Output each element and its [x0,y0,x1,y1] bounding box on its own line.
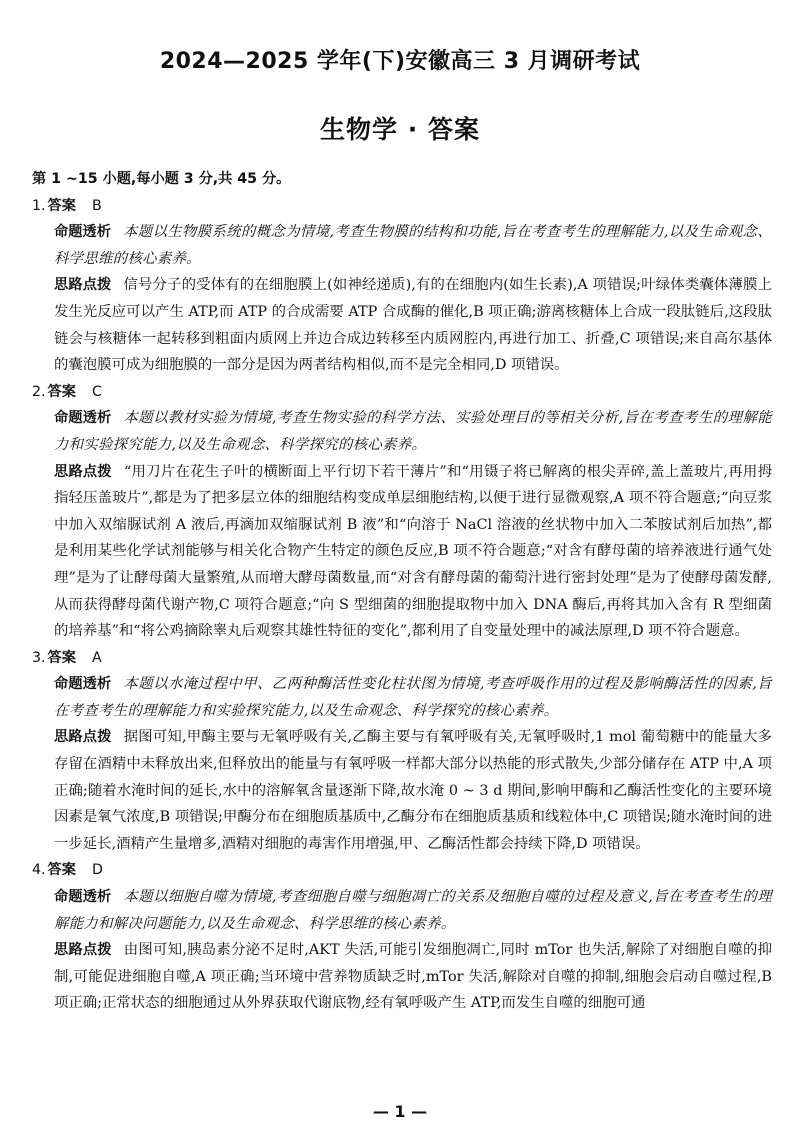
question-number: 1. [32,197,46,214]
question-3-analysis [32,671,772,724]
explanation-text: 据图可知,甲酶主要与无氧呼吸有关,乙酶主要与有氧呼吸有关,无氧呼吸时,1 mol 葡萄糖中的能量大多存留在酒精中未释放出来,但释放出的能量与有氧呼吸一样都大部分以热能的形式散失,少部分储存在 ATP 中,A 项正确;随着水淹时间的延长,水中的溶解氧含量逐渐下降,故水淹 0 ~ 3 d 期间,影响甲酶和乙酶活性变化的主要环境因素是氧气浓度,B 项错误;甲酶分布在细胞质基质中,乙酶分布在细胞质基质和线粒体中,C 项错误;随水淹时间的进一步延长,酒精产生量增多,酒精对细胞的毒害作用增强,甲、乙酶活性都会持续下降,D 项错误。 [54,729,772,852]
question-4-analysis [32,884,772,937]
explanation-text: 信号分子的受体有的在细胞膜上(如神经递质),有的在细胞内(如生长素),A 项错误;叶绿体类囊体薄膜上发生光反应可以产生 ATP,而 ATP 的合成需要 ATP 合成酶的催化,B 项正确;游离核糖体上合成一段肽链后,这段肽链会与核糖体一起转移到粗面内质网上并边合成边转移至内质网腔内,再进行加工、折叠,C 项错误;来自高尔基体的囊泡膜可成为细胞膜的一部分是因为两者结构相似,而不是完全相同,D 项错误。 [54,277,772,374]
question-1-explanation [32,272,772,378]
question-2-answer [32,379,772,406]
analysis-label: 命题透析 [54,676,112,693]
question-number: 3. [32,649,46,666]
analysis-label: 命题透析 [54,410,112,427]
explanation-text: “用刀片在花生子叶的横断面上平行切下若干薄片”和“用镊子将已解离的根尖弄碎,盖上盖玻片,再用拇指轻压盖玻片”,都是为了把多层立体的细胞结构变成单层细胞结构,以便于进行显微观察,A 项不符合题意;“向豆浆中加入双缩脲试剂 A 液后,再滴加双缩脲试剂 B 液”和“向溶于 NaCl 溶液的丝状物中加入二苯胺试剂后加热”,都是利用某些化学试剂能够与相关化合物产生特定的颜色反应,B 项不符合题意;“对含有酵母菌的培养液进行通气处理”是为了让酵母菌大量繁殖,从而增大酵母菌数量,而“对含有酵母菌的葡萄汁进行密封处理”是为了使酵母菌发酵,从而获得酵母菌代谢产物,C 项符合题意;“向 S 型细菌的细胞提取物中加入 DNA 酶后,再将其加入含有 R 型细菌的培养基”和“将公鸡摘除睾丸后观察其雄性特征的变化”,都利用了自变量处理中的减法原理,D 项不符合题意。 [54,463,772,640]
analysis-label: 命题透析 [54,889,112,906]
analysis-label: 命题透析 [54,224,111,241]
explanation-label: 思路点拨 [54,463,112,480]
analysis-text: 本题以细胞自噬为情境,考查细胞自噬与细胞凋亡的关系及细胞自噬的过程及意义,旨在考查考生的理解能力和解决问题能力,以及生命观念、科学思维的核心素养。 [54,889,772,932]
question-4-answer [32,857,772,884]
question-2-explanation [32,459,772,645]
explanation-text: 由图可知,胰岛素分泌不足时,AKT 失活,可能引发细胞凋亡,同时 mTor 也失活,解除了对细胞自噬的抑制,可能促进细胞自噬,A 项正确;当环境中营养物质缺乏时,mTor 失活,解除对自噬的抑制,细胞会启动自噬过程,B 项正确;正常状态的细胞通过从外界获取代谢底物,经有氧呼吸产生 ATP,而发生自噬的细胞可通 [54,942,772,1012]
answer-label: 答案 [47,862,76,879]
answer-label: 答案 [47,197,76,214]
answer-value: B [91,197,102,214]
question-number: 4. [32,862,46,879]
analysis-text: 本题以教材实验为情境,考查生物实验的科学方法、实验处理目的等相关分析,旨在考查考生的理解能力和实验探究能力,以及生命观念、科学探究的核心素养。 [54,410,772,453]
question-4-explanation [32,937,772,1017]
question-3-answer [32,645,772,672]
section-instruction: 第 1 ~15 小题,每小题 3 分,共 45 分。 [32,171,291,187]
explanation-label: 思路点拨 [54,729,112,746]
question-1-answer [32,193,772,220]
page-number: — 1 — [372,1102,428,1121]
answer-label: 答案 [47,649,76,666]
question-3-explanation [32,724,772,857]
explanation-label: 思路点拨 [54,942,112,959]
answer-value: A [91,649,102,666]
subject-title: 生物学 · 答案 [320,115,480,144]
answer-label: 答案 [47,383,76,400]
question-number: 2. [32,383,46,400]
answer-content [32,166,772,1017]
answer-value: C [91,383,102,400]
analysis-text: 本题以生物膜系统的概念为情境,考查生物膜的结构和功能,旨在考查考生的理解能力,以及生命观念、科学思维的核心素养。 [54,224,772,267]
question-2-analysis [32,405,772,458]
answer-value: D [91,862,103,879]
exam-title: 2024—2025 学年(下)安徽高三 3 月调研考试 [159,49,641,74]
question-1-analysis [32,219,772,272]
analysis-text: 本题以水淹过程中甲、乙两种酶活性变化柱状图为情境,考查呼吸作用的过程及影响酶活性的因素,旨在考查考生的理解能力和实验探究能力,以及生命观念、科学探究的核心素养。 [54,676,772,719]
explanation-label: 思路点拨 [54,277,112,294]
